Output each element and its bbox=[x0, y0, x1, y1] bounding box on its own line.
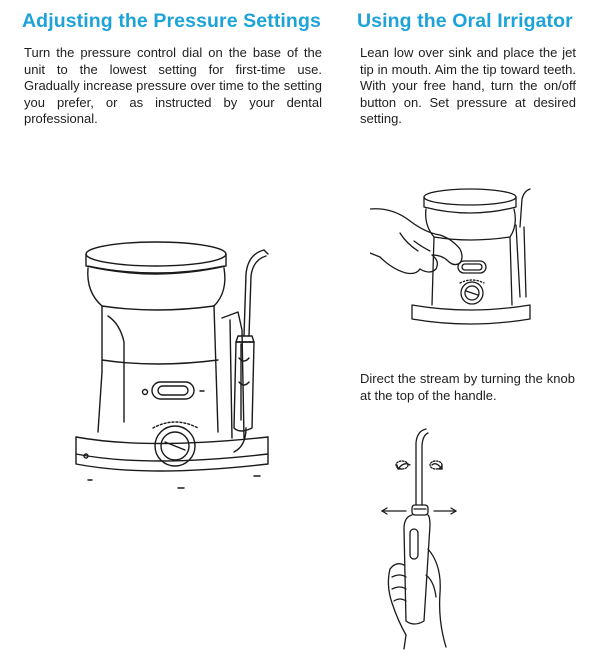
hand-pressing-button-icon bbox=[370, 185, 582, 327]
using-instructions: Lean low over sink and place the jet tip in mouth. Aim the tip toward teeth. With your free hand, turn the on/off button on. Set pressure at desired setting. bbox=[360, 45, 576, 126]
pressure-heading: Adjusting the Pressure Settings bbox=[22, 10, 321, 32]
stream-instructions: Direct the stream by turning the knob at the top of the handle. bbox=[360, 371, 575, 403]
hand-turning-knob-icon bbox=[370, 425, 470, 650]
using-heading: Using the Oral Irrigator bbox=[357, 10, 573, 32]
oral-irrigator-unit-icon bbox=[58, 232, 290, 494]
pressure-instructions: Turn the pressure control dial on the base of the unit to the lowest setting for first-time use. Gradually increase pressure over time to the setting you prefer, or as instructed by your dental professional. bbox=[24, 45, 322, 126]
